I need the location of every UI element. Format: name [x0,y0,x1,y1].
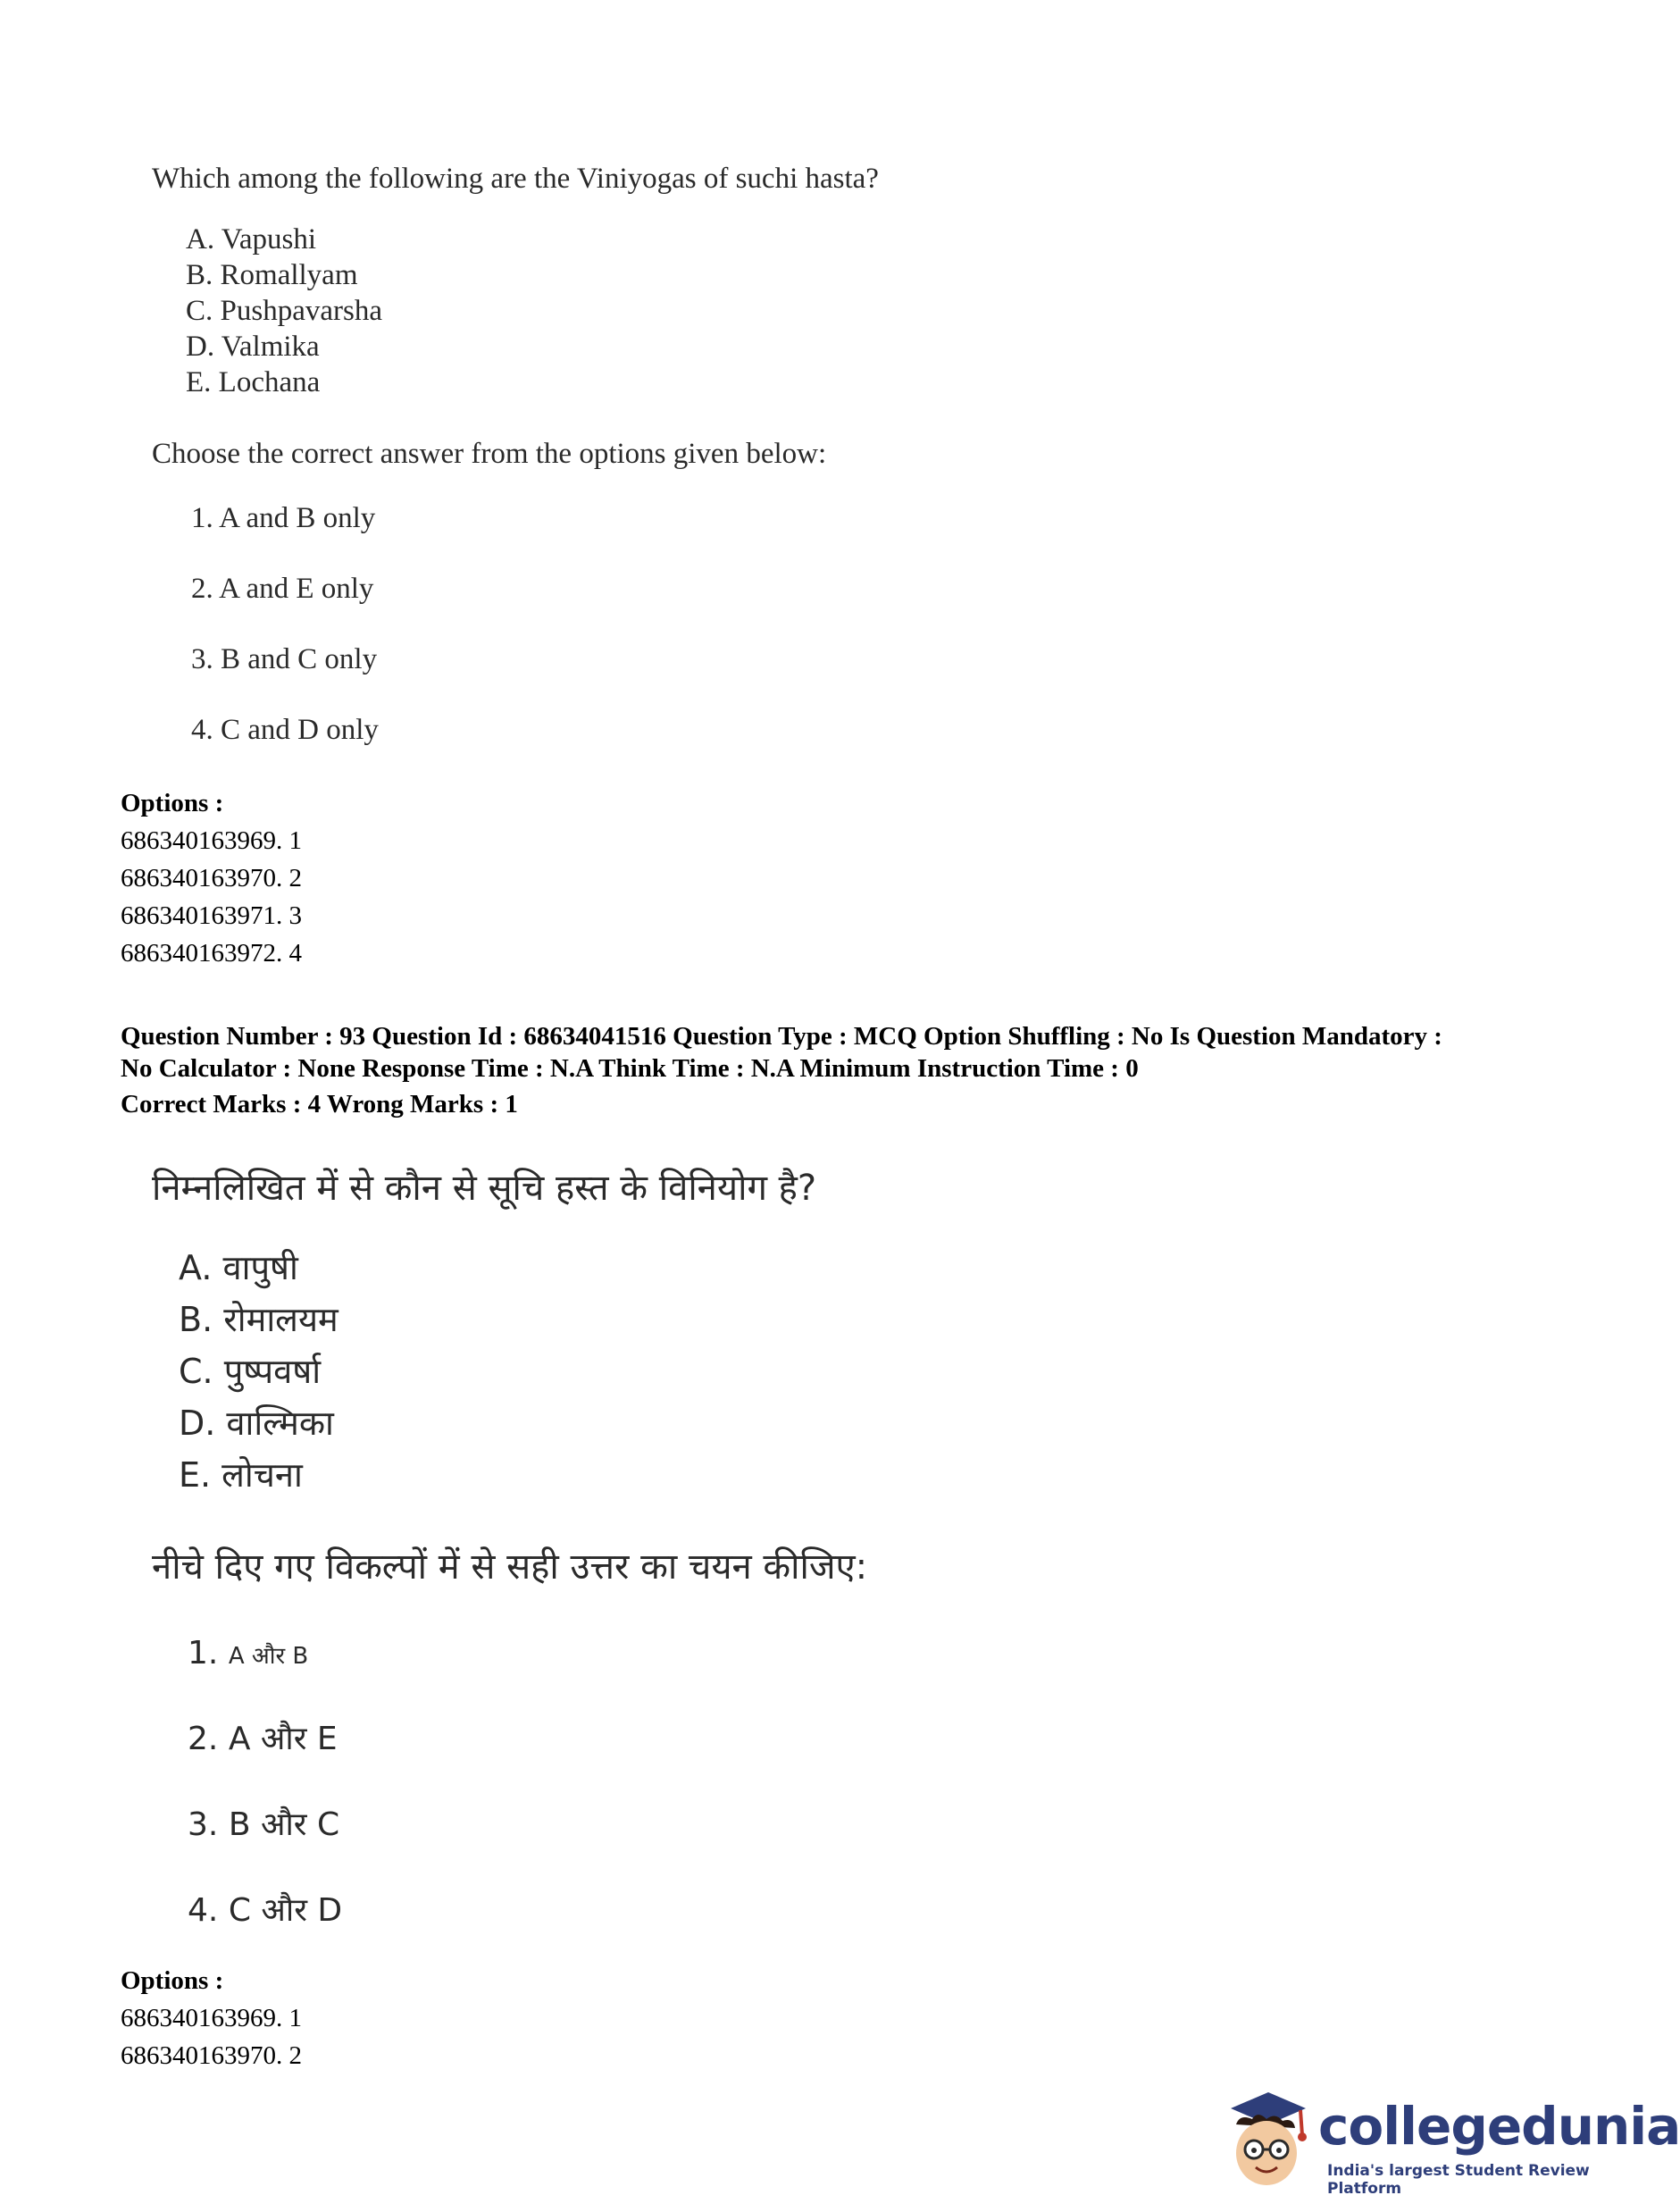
statement-item: D. वाल्मिका [179,1403,334,1443]
mascot-icon [1213,2080,1320,2196]
logo-wordmark: collegedunia [1318,2096,1680,2157]
collegedunia-logo [1213,2080,1680,2198]
answer-item: 3. B and C only [191,643,378,675]
statement-item: B. रोमालयम [179,1300,339,1339]
statement-item: B. Romallyam [186,259,358,291]
logo-tagline: India's largest Student Review Platform [1327,2162,1590,2198]
options-heading: Options : [121,1966,224,1995]
answer-item [188,1794,1045,1880]
answer-number: 4. [188,1892,219,1929]
question-en-answers [191,491,956,774]
answer-item [188,1708,1045,1794]
meta-line: Question Number : 93 Question Id : 68634041516 Question Type : MCQ Option Shuffling : No Is Question Mandatory : [121,1022,1442,1051]
option-id-item: 686340163969. 1 [121,2004,302,2032]
statement-item: E. Lochana [186,366,321,398]
question-hi-answers [188,1622,1045,1965]
answer-item: 1. A and B only [191,502,376,534]
option-id-item: 686340163970. 2 [121,864,302,892]
statement-item: E. लोचना [179,1455,303,1495]
question-hi-stem: निम्नलिखित में से कौन से सूचि हस्त के विनियोग है? [152,1168,817,1209]
meta-line: No Calculator : None Response Time : N.A Think Time : N.A Minimum Instruction Time : 0 [121,1054,1139,1083]
statement-item: D. Valmika [186,331,320,363]
answer-item: 4. C and D only [191,714,379,746]
options-block [121,1962,302,2074]
answer-item: 2. A and E only [191,573,374,605]
answer-number: 3. [188,1806,219,1843]
answer-text: C और D [228,1892,343,1929]
question-en-choose-text: Choose the correct answer from the options given below: [152,438,827,470]
statement-item: A. वापुषी [179,1248,298,1287]
question-en [152,143,956,774]
question-en-stem: Which among the following are the Viniyogas of suchi hasta? [152,163,879,195]
options-block [121,784,302,972]
question-hi-statements [179,1242,1045,1501]
answer-item [188,1880,1045,1965]
answer-text: A और B [228,1643,309,1670]
question-hi-choose-text: नीचे दिए गए विकल्पों में से सही उत्तर का चयन कीजिए: [152,1546,868,1588]
question-en-statements [186,222,956,400]
statement-item: A. Vapushi [186,223,317,256]
option-id-item: 686340163969. 1 [121,826,302,855]
answer-text: B और C [228,1806,340,1843]
meta-marks: Correct Marks : 4 Wrong Marks : 1 [121,1090,518,1119]
question-hi [152,1152,1045,1965]
statement-item: C. पुष्पवर्षा [179,1352,322,1391]
statement-item: C. Pushpavarsha [186,295,382,327]
options-heading: Options : [121,789,224,817]
answer-text: A और E [228,1721,338,1757]
question-meta [121,1020,1585,1120]
answer-number: 2. [188,1721,219,1757]
option-id-item: 686340163970. 2 [121,2041,302,2070]
option-id-item: 686340163972. 4 [121,939,302,968]
answer-number: 1. [188,1635,219,1672]
answer-item [188,1622,1045,1708]
option-id-item: 686340163971. 3 [121,901,302,930]
